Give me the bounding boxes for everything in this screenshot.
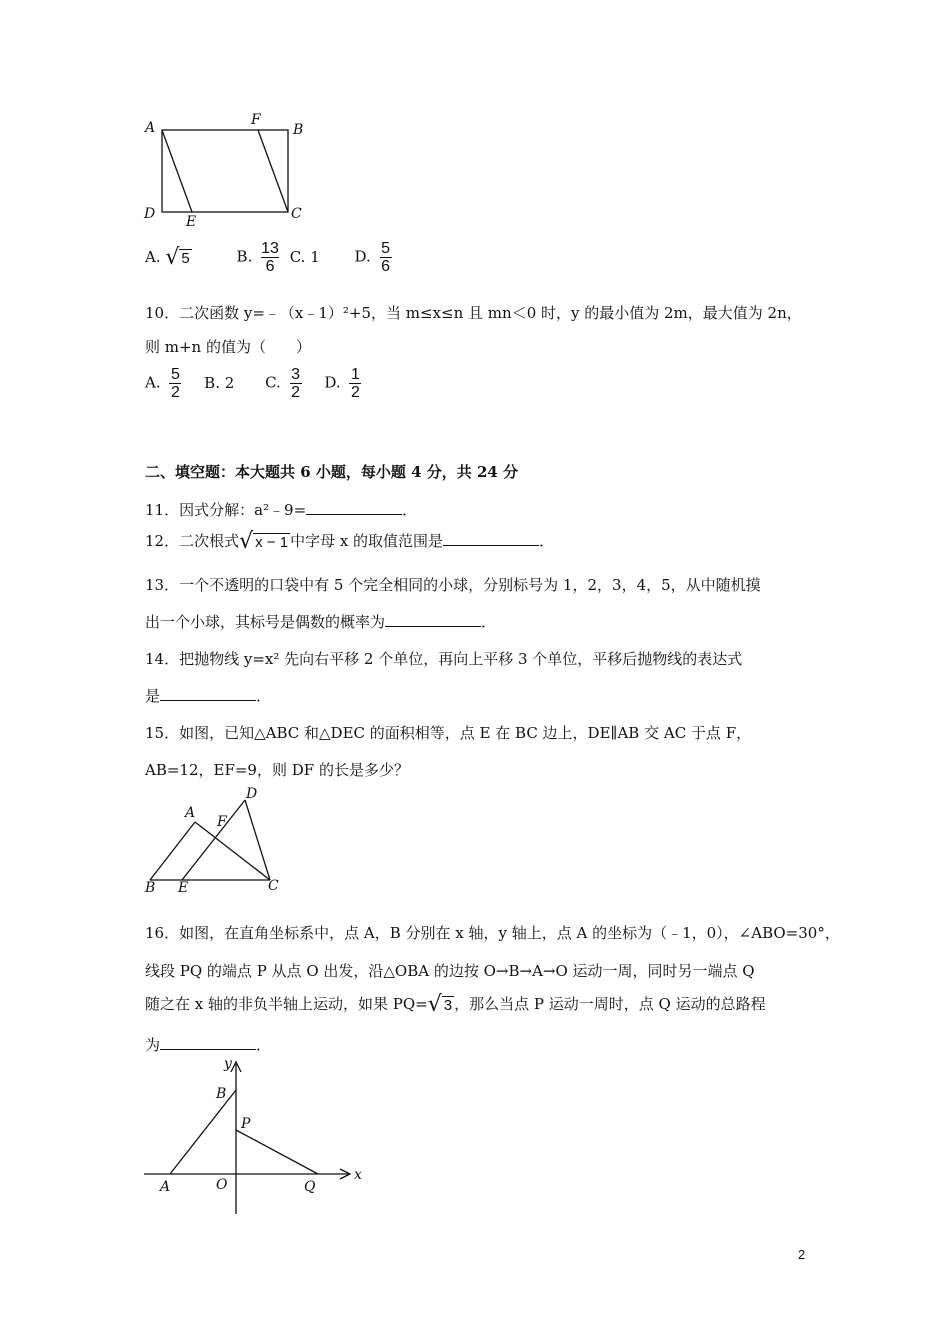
label-e: E	[178, 880, 189, 896]
denominator: 6	[381, 258, 391, 275]
answer-blank	[385, 612, 481, 627]
page-number: 2	[798, 1247, 806, 1262]
q16-line2: 线段 PQ 的端点 P 从点 O 出发，沿△OBA 的边按 O→B→A→O 运动一周，同时另一端点 Q	[145, 962, 755, 980]
radicand: 5	[181, 249, 190, 267]
label-a: A	[185, 805, 196, 821]
q15-line2: AB=12，EF=9，则 DF 的长是多少？	[145, 761, 409, 779]
numerator: 5	[170, 366, 180, 383]
option-label: C.	[265, 373, 281, 392]
q10-line1: 10．二次函数 y=﹣（x﹣1）²+5，当 m≤x≤n 且 mn＜0 时，y 的最小值为 2m，最大值为 2n，	[145, 304, 802, 322]
q12-suffix: ．	[539, 532, 555, 550]
fraction-5-6	[380, 240, 392, 275]
q9-option-c	[290, 248, 320, 266]
q10-option-d	[324, 366, 365, 401]
label-b: B	[145, 880, 156, 896]
q12-text: 12．二次根式	[145, 532, 240, 550]
label-d: D	[246, 786, 258, 802]
q10-option-b	[204, 374, 234, 392]
option-label: C.	[289, 247, 306, 266]
q13-line2	[145, 611, 496, 632]
segment-fc	[258, 130, 288, 212]
answer-blank	[306, 500, 402, 515]
q9-options	[145, 240, 396, 275]
q14-text: 是	[145, 687, 161, 705]
sqrt-3: √ 3	[427, 992, 453, 1017]
radicand: 3	[443, 997, 453, 1014]
q11-text: 11．因式分解：a²﹣9=	[145, 501, 307, 519]
q15-line1: 15．如图，已知△ABC 和△DEC 的面积相等，点 E 在 BC 边上，DE∥AB 交 AC 于点 F，	[145, 724, 752, 742]
option-label: B.	[236, 247, 253, 266]
q10-options	[145, 366, 365, 401]
sqrt-x-minus-1: √ x − 1	[239, 529, 289, 554]
q14-line1: 14．把抛物线 y=x² 先向右平移 2 个单位，再向上平移 3 个单位，平移后抛物线的表达式	[145, 650, 743, 668]
q9-option-d	[355, 240, 396, 275]
q14-suffix: ．	[256, 687, 272, 705]
segment-ac	[195, 822, 270, 880]
q10-option-c	[265, 366, 306, 401]
q16-text-end: ，那么当点 P 运动一周时，点 Q 运动的总路程	[454, 995, 766, 1013]
q9-option-b	[237, 240, 283, 275]
figure-q15	[140, 784, 290, 896]
option-label: A.	[145, 373, 161, 392]
label-f: F	[217, 814, 227, 830]
fraction-13-6	[261, 240, 279, 275]
segment-dc	[245, 800, 270, 880]
label-f: F	[251, 112, 261, 128]
radicand: x − 1	[255, 534, 289, 551]
label-x: x	[354, 1167, 362, 1183]
denominator: 2	[350, 384, 360, 401]
q16-text: 为	[145, 1036, 161, 1054]
label-q: Q	[304, 1179, 316, 1195]
q10-line2: 则 m+n 的值为（ ）	[145, 338, 311, 356]
q9-option-a	[145, 244, 192, 270]
answer-blank	[160, 1035, 256, 1050]
q10-option-a	[145, 366, 185, 401]
option-value: 2	[224, 373, 235, 392]
option-label: D.	[324, 373, 341, 392]
option-label: D.	[354, 247, 371, 266]
fraction-1-2	[349, 366, 361, 401]
q12	[145, 530, 554, 553]
option-value: 1	[310, 247, 320, 266]
label-a: A	[145, 120, 156, 136]
q11	[145, 499, 417, 520]
q16-line4	[145, 1034, 271, 1055]
q12-middle: 中字母 x 的取值范围是	[290, 532, 444, 550]
label-e: E	[186, 214, 197, 230]
numerator: 3	[291, 366, 301, 383]
q14-line2	[145, 685, 271, 706]
numerator: 1	[350, 366, 360, 383]
label-d: D	[144, 206, 156, 222]
denominator: 2	[291, 384, 301, 401]
section-2-title: 二、填空题：本大题共 6 小题，每小题 4 分，共 24 分	[145, 463, 519, 481]
label-b: B	[216, 1086, 227, 1102]
segment-ab	[170, 1090, 236, 1174]
label-p: P	[241, 1116, 251, 1132]
q16-line1: 16．如图，在直角坐标系中，点 A，B 分别在 x 轴，y 轴上，点 A 的坐标为（﹣1，0），∠ABO=30°，	[145, 924, 840, 942]
label-c: C	[291, 206, 302, 222]
q16-line3	[145, 993, 766, 1016]
fraction-5-2	[169, 366, 181, 401]
rectangle-abcd	[162, 130, 288, 212]
q11-suffix: ．	[402, 501, 418, 519]
segment-pq	[236, 1130, 318, 1174]
option-label: B.	[204, 373, 220, 392]
numerator: 5	[381, 240, 391, 257]
q13-text: 出一个小球，其标号是偶数的概率为	[145, 613, 386, 631]
label-o: O	[216, 1177, 228, 1193]
segment-ae	[162, 130, 192, 212]
label-y: y	[224, 1056, 232, 1072]
q16-suffix: ．	[256, 1036, 272, 1054]
denominator: 2	[170, 384, 180, 401]
sqrt-5: √ 5	[165, 244, 190, 270]
answer-blank	[443, 531, 539, 546]
numerator: 13	[261, 240, 279, 257]
label-b: B	[293, 122, 304, 138]
fraction-3-2	[290, 366, 302, 401]
q16-text: 随之在 x 轴的非负半轴上运动，如果 PQ=	[145, 995, 428, 1013]
answer-blank	[160, 686, 256, 701]
figure-q16	[140, 1054, 380, 1219]
option-label: A.	[145, 247, 161, 266]
q13-suffix: ．	[481, 613, 497, 631]
q13-line1: 13．一个不透明的口袋中有 5 个完全相同的小球，分别标号为 1，2，3，4，5，从中随机摸	[145, 576, 761, 594]
denominator: 6	[265, 258, 275, 275]
label-a: A	[160, 1179, 171, 1195]
label-c: C	[268, 878, 279, 894]
figure-q9	[140, 108, 310, 230]
